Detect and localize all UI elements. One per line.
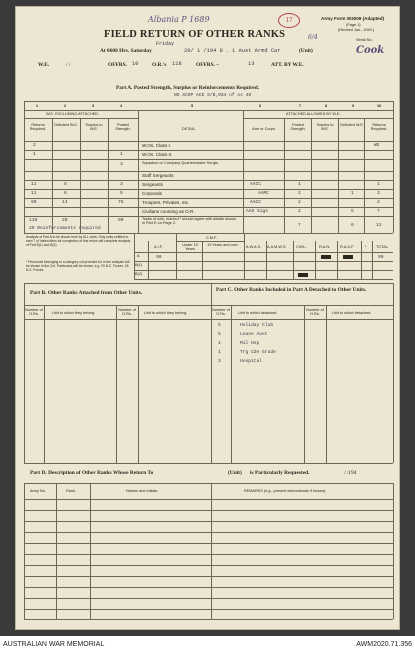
partB-title: Part B. Other Ranks Attached from Other Units. — [30, 290, 143, 296]
redaction-mark — [321, 255, 331, 259]
reinforcements-text: 20 Reinforcements required — [29, 226, 101, 231]
partA-subtitle: NO SCOP ACE S/B,034 of os 48 — [174, 93, 252, 98]
head-r-posted: Posted Strength. — [290, 123, 306, 132]
row8-detail: Totals of cols. marked * should agree with details shown in Part E on Page 2. — [142, 217, 237, 226]
row4-c7: 1 — [298, 182, 301, 187]
row6-c1: 90 — [31, 200, 37, 205]
col-num-9: 9 — [352, 104, 355, 108]
row4-c4: 3 — [120, 182, 123, 187]
col-num-8: 8 — [325, 104, 328, 108]
row5-c2: 6 — [64, 191, 67, 196]
col-num-10: 10 — [377, 104, 382, 108]
row4-c1: 11 — [31, 182, 37, 187]
we-value: / / — [66, 62, 71, 68]
partC-entry-num: 3 — [218, 359, 221, 364]
row5-c10: 3 — [377, 191, 380, 196]
row8-c9: 6 — [351, 223, 354, 228]
partC-entry-unit: Mil Hsp — [240, 341, 260, 346]
analysis-row-b2: B(2) — [135, 272, 143, 276]
row5-c7: 2 — [298, 191, 301, 196]
head-deficient: Deficient W.E. — [54, 123, 78, 127]
head-detail: DETAIL. — [182, 127, 197, 131]
partB-head-num-2: Number of O.Rs. — [118, 308, 136, 317]
partD-unit-label: (Unit) — [228, 470, 242, 476]
at-line-prefix: At 0600 Hrs. Saturday — [100, 48, 152, 54]
head-raaf: R.A.A.F. — [340, 245, 354, 249]
partC-entry-num: 5 — [218, 323, 221, 328]
head-aif: A.I.F. — [154, 245, 163, 249]
page-number: (Page 1) — [346, 23, 361, 27]
row0-c10: WE — [374, 143, 380, 148]
attached-allowed-head: ATTACHED ALLOWED BY W.E. — [286, 112, 341, 116]
partD-title-end: is Particularly Requested. — [250, 470, 310, 476]
cmf-label: C.M.F. — [206, 236, 217, 240]
signature: Cook — [356, 45, 385, 56]
head-19over: 19 Years and over. — [207, 243, 239, 247]
partD-title: Part D. Description of Other Ranks Whose Return To — [30, 470, 154, 476]
row5-arm: AAMC — [258, 191, 270, 196]
partB-head-num: Number of O.Rs. — [25, 308, 43, 317]
row7-arm: AAS Sigs — [246, 209, 269, 214]
analysis-aif-value: 90 — [156, 255, 162, 260]
row7-c7: 2 — [298, 209, 301, 214]
handwritten-annotation: Albania P 1689 — [148, 15, 210, 24]
row2-c4: 3 — [120, 162, 123, 167]
offrs2-label: OFFRS. – — [196, 62, 220, 68]
row5-c9: 1 — [351, 191, 354, 196]
row0-c1: 2 — [33, 143, 36, 148]
form-number: Army Form W3009 (Adapted) — [321, 16, 385, 21]
row4-c2: 8 — [64, 182, 67, 187]
row8-c7: 7 — [298, 223, 301, 228]
row8-c4: 90 — [118, 218, 124, 223]
row8-c10: 13 — [376, 223, 382, 228]
partC-entry-unit: Holiday Club — [240, 323, 274, 328]
head-returns-required: Returns Required. — [29, 123, 47, 132]
offrs-value: 10 — [132, 61, 139, 67]
row6-c10: 2 — [377, 200, 380, 205]
ors-label: O.R.'s — [152, 62, 167, 68]
partC-entry-num: 1 — [218, 350, 221, 355]
row4-detail: Sergeants — [142, 182, 163, 187]
head-r-deficient: Deficient W.E. — [340, 123, 364, 127]
form-title: FIELD RETURN OF OTHER RANKS — [104, 29, 286, 40]
att-label: ATT. BY W.E. — [271, 62, 304, 68]
form-sheet — [15, 6, 400, 630]
partC-entry-num: 5 — [218, 332, 221, 337]
row7-detail: Civilians counting as O.R. — [142, 209, 195, 214]
row1-detail: W.Os. Class II. — [142, 152, 173, 157]
row1-c1: 1 — [33, 152, 36, 157]
head-total: TOTAL. — [376, 245, 389, 249]
col-num-4: 4 — [120, 104, 123, 108]
date-written: 20/ 1 /194 8 . — [184, 48, 230, 54]
head-star: * — [365, 245, 367, 249]
unit-label: (Unit) — [299, 48, 313, 54]
offrs-label: OFFRS. — [108, 62, 128, 68]
head-posted: Posted Strength. — [115, 123, 131, 132]
unit-written: 1 Aust Armd Car — [232, 48, 281, 54]
we-excluding-head: W.E. EXCLUDING ATTACHED. — [46, 112, 100, 116]
footer-source: AUSTRALIAN WAR MEMORIAL — [3, 641, 105, 648]
analysis-note: Analysis of Part A to be shown here by ALL units. Only units entitled to earn 7 of Instructions for completion of this return will complete analysis of Part B(1) and B(2). — [26, 235, 131, 247]
partD-head-names: Names and Initials. — [126, 489, 159, 493]
row0-detail: W.Os. Class I. — [142, 143, 172, 148]
analysis-note-2: * Personnel belonging to a category not provided for in the analysis will be shown in the Col. Particulars will be shown, e.g. 20 N.Z. Forces, 18 N.Z. Forces. — [26, 260, 130, 272]
row1-c4: 1 — [120, 152, 123, 157]
archive-footer — [0, 636, 415, 653]
head-r-surplus: Surplus to W.E. — [316, 123, 334, 132]
redaction-mark — [343, 255, 353, 259]
day-written: Friday — [156, 41, 175, 47]
offrs2-value: 13 — [248, 61, 255, 67]
partC-entry-unit: Trg Cde Grade — [240, 350, 276, 355]
footer-accession: AWM2020.71.356 — [356, 641, 412, 648]
partC-head-num-2: Number of O.Rs. — [306, 308, 324, 317]
partC-entry-num: 1 — [218, 341, 221, 346]
head-surplus: Surplus to W.E. — [85, 123, 103, 132]
serial-label: Serial No. — [356, 38, 373, 42]
row6-c7: 2 — [298, 200, 301, 205]
row6-detail: Troopers, Privates, etc. — [142, 200, 190, 205]
row2-detail: Squadron or Company Quartermaster Sergts. — [142, 161, 219, 165]
row6-c2: 14 — [62, 200, 68, 205]
analysis-row-a: A — [137, 254, 140, 258]
partD-date-blank: / /194 — [344, 470, 357, 476]
partA-title: Part A. Posted Strength, Surplus or Reinforcements Required. — [116, 85, 260, 91]
partC-title: Part C. Other Ranks Included in Part A Detached to Other Units. — [216, 287, 367, 293]
partD-head-remarks: REMARKS (e.g., present whereabouts if known). — [244, 489, 327, 493]
head-under19: Under 19 Years — [182, 243, 198, 252]
partD-head-rank: Rank. — [66, 489, 76, 493]
partC-entry-unit: Hospital — [240, 359, 263, 364]
partD-head-army-no: Army No. — [30, 489, 46, 493]
head-civil: CIVIL. — [296, 245, 307, 249]
row7-c9: 5 — [351, 209, 354, 214]
col-num-1: 1 — [36, 104, 39, 108]
head-r-returns: Returns Required. — [370, 123, 388, 132]
analysis-row-b1: B(1) — [135, 263, 143, 267]
row4-c10: 1 — [377, 182, 380, 187]
partB-head-unit: Unit to which they belong — [52, 311, 95, 315]
partC-head-num: Number of O.Rs. — [212, 308, 230, 317]
analysis-total-value: 90 — [378, 255, 384, 260]
row3-detail: Staff Sergeants — [142, 173, 174, 178]
partC-head-unit-2: Unit to which detached — [332, 311, 371, 315]
row6-arm: AACC — [250, 200, 262, 205]
red-stamp: 17 — [278, 13, 300, 28]
partC-head-unit: Unit to which detached — [238, 311, 277, 315]
redaction-mark — [298, 273, 308, 277]
row5-c4: 5 — [120, 191, 123, 196]
col-num-6: 6 — [259, 104, 262, 108]
col-num-3: 3 — [92, 104, 95, 108]
row4-arm: AACC — [250, 182, 262, 187]
revised-date: (Revised Jan., 1943.) — [338, 28, 375, 32]
col-num-5: 5 — [191, 104, 194, 108]
row7-c10: 7 — [377, 209, 380, 214]
row8-c2: 28 — [62, 218, 68, 223]
head-awas: A.W.A.S. — [246, 245, 262, 249]
head-ran: R.A.N. — [319, 245, 331, 249]
head-aamws: A.A.M.W.S. — [267, 245, 287, 249]
row5-c1: 11 — [31, 191, 37, 196]
partC-entry-unit: Leave Aust — [240, 332, 268, 337]
row8-c1: 118 — [29, 218, 38, 223]
partB-head-unit-2: Unit to which they belong — [144, 311, 187, 315]
ors-value: 118 — [172, 61, 182, 67]
row5-detail: Corporals — [142, 191, 162, 196]
col-num-7: 7 — [299, 104, 302, 108]
we-label: W.E. — [38, 62, 50, 68]
row6-c4: 76 — [118, 200, 124, 205]
col-num-2: 2 — [64, 104, 67, 108]
head-arm-corps: Arm or Corps. — [252, 127, 276, 131]
handwritten-number: 6/4 — [308, 34, 318, 41]
